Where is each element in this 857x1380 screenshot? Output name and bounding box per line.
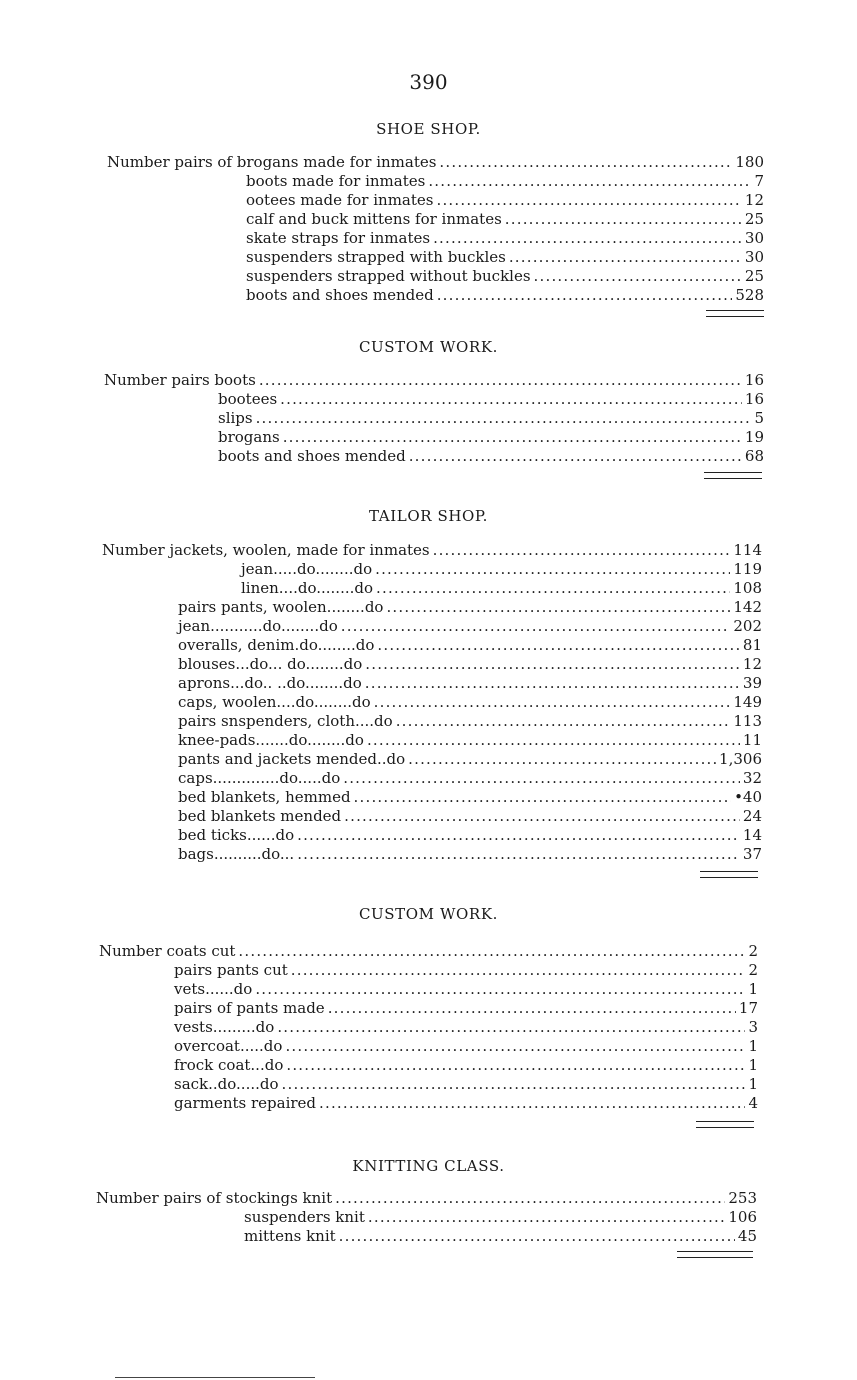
row-label: overalls, denim.do........do bbox=[178, 636, 375, 654]
leader-dots bbox=[375, 560, 730, 579]
list-item bbox=[178, 731, 762, 750]
leader-dots bbox=[341, 617, 731, 636]
list-item bbox=[104, 371, 764, 390]
leader-dots bbox=[365, 655, 740, 674]
row-label: jean...........do........do bbox=[178, 617, 338, 635]
leader-dots bbox=[408, 750, 716, 769]
row-label: slips bbox=[218, 409, 253, 427]
row-label: bootees bbox=[218, 390, 278, 408]
list-item bbox=[174, 1056, 758, 1075]
row-value: 37 bbox=[742, 845, 762, 863]
section-title: CUSTOM WORK. bbox=[358, 338, 498, 356]
row-label: frock coat...do bbox=[174, 1056, 284, 1074]
leader-dots bbox=[428, 172, 751, 191]
leader-dots bbox=[285, 1037, 745, 1056]
leader-dots bbox=[534, 267, 742, 286]
list-item bbox=[178, 769, 762, 788]
section-title: SHOE SHOP. bbox=[376, 120, 481, 138]
row-value: 81 bbox=[742, 636, 762, 654]
total-rule bbox=[700, 871, 758, 878]
list-item bbox=[174, 1037, 758, 1056]
row-value: 528 bbox=[735, 286, 764, 304]
row-label: sack..do.....do bbox=[174, 1075, 279, 1093]
leader-dots bbox=[343, 769, 740, 788]
leader-dots bbox=[259, 371, 742, 390]
row-label: boots bbox=[214, 371, 256, 389]
list-item bbox=[174, 999, 758, 1018]
row-value: 2 bbox=[748, 961, 758, 979]
leader-dots bbox=[291, 961, 746, 980]
leader-dots bbox=[376, 579, 730, 598]
list-item bbox=[178, 807, 762, 826]
row-value: 30 bbox=[744, 229, 764, 247]
leader-dots bbox=[386, 598, 730, 617]
row-label: pairs pants cut bbox=[174, 961, 288, 979]
row-value: •40 bbox=[734, 788, 762, 806]
row-value: 16 bbox=[744, 390, 764, 408]
row-value: 11 bbox=[742, 731, 762, 749]
leader-dots bbox=[282, 1075, 746, 1094]
list-item bbox=[244, 1208, 757, 1227]
list-item bbox=[99, 942, 758, 961]
row-value: 25 bbox=[744, 267, 764, 285]
row-value: 114 bbox=[733, 541, 762, 559]
list-item bbox=[174, 1075, 758, 1094]
list-item bbox=[218, 409, 764, 428]
row-value: 202 bbox=[733, 617, 762, 635]
list-item bbox=[174, 961, 758, 980]
leader-dots bbox=[509, 248, 742, 267]
row-label: brogans made for inmates bbox=[236, 153, 437, 171]
row-label: boots made for inmates bbox=[246, 172, 426, 190]
list-item bbox=[178, 674, 762, 693]
list-item bbox=[218, 447, 764, 466]
list-item bbox=[174, 1018, 758, 1037]
list-item bbox=[174, 1094, 758, 1113]
row-value: 180 bbox=[735, 153, 764, 171]
row-value: 16 bbox=[744, 371, 764, 389]
total-rule bbox=[704, 472, 762, 479]
list-item bbox=[246, 248, 764, 267]
row-value: 19 bbox=[744, 428, 764, 446]
row-label: boots and shoes mended bbox=[218, 447, 406, 465]
leader-dots bbox=[255, 980, 745, 999]
leader-dots bbox=[319, 1094, 745, 1113]
row-value: 106 bbox=[728, 1208, 757, 1226]
row-label: bags..........do... bbox=[178, 845, 295, 863]
list-item bbox=[178, 788, 762, 807]
leader-dots bbox=[277, 1018, 745, 1037]
row-label: pants and jackets mended..do bbox=[178, 750, 406, 768]
list-item bbox=[246, 172, 764, 191]
leader-dots bbox=[339, 1227, 735, 1246]
list-item bbox=[107, 153, 764, 172]
list-item bbox=[178, 845, 762, 864]
row-value: 12 bbox=[744, 191, 764, 209]
row-label: coats cut bbox=[166, 942, 236, 960]
total-rule bbox=[706, 310, 764, 317]
row-lead: Number bbox=[99, 942, 162, 960]
list-item bbox=[178, 617, 762, 636]
row-value: 142 bbox=[733, 598, 762, 616]
row-label: pairs of pants made bbox=[174, 999, 325, 1017]
row-label: mittens knit bbox=[244, 1227, 336, 1245]
list-item bbox=[178, 712, 762, 731]
row-value: 4 bbox=[748, 1094, 758, 1112]
row-label: ootees made for inmates bbox=[246, 191, 434, 209]
section-title: KNITTING CLASS. bbox=[352, 1157, 505, 1175]
row-label: garments repaired bbox=[174, 1094, 317, 1112]
list-item bbox=[246, 229, 764, 248]
leader-dots bbox=[409, 447, 742, 466]
section-title: CUSTOM WORK. bbox=[358, 905, 498, 923]
row-label: jackets, woolen, made for inmates bbox=[169, 541, 430, 559]
row-label: suspenders knit bbox=[244, 1208, 365, 1226]
leader-dots bbox=[433, 541, 731, 560]
list-item bbox=[246, 267, 764, 286]
row-value: 119 bbox=[733, 560, 762, 578]
list-item bbox=[178, 750, 762, 769]
row-value: 2 bbox=[748, 942, 758, 960]
row-value: 1 bbox=[748, 1037, 758, 1055]
list-item bbox=[241, 560, 762, 579]
row-value: 1,306 bbox=[719, 750, 762, 768]
row-value: 1 bbox=[748, 980, 758, 998]
row-value: 39 bbox=[742, 674, 762, 692]
row-value: 5 bbox=[754, 409, 764, 427]
leader-dots bbox=[280, 390, 742, 409]
row-label: jean.....do........do bbox=[241, 560, 373, 578]
list-item bbox=[178, 636, 762, 655]
row-value: 7 bbox=[754, 172, 764, 190]
list-item bbox=[246, 210, 764, 229]
list-item bbox=[246, 286, 764, 305]
row-value: 113 bbox=[733, 712, 762, 730]
list-item bbox=[102, 541, 762, 560]
section-title: TAILOR SHOP. bbox=[369, 507, 488, 525]
row-value: 32 bbox=[742, 769, 762, 787]
row-lead: Number pairs bbox=[104, 371, 210, 389]
leader-dots bbox=[344, 807, 740, 826]
row-lead: Number pairs of bbox=[96, 1189, 221, 1207]
row-label: pairs snspenders, cloth....do bbox=[178, 712, 393, 730]
list-item bbox=[218, 390, 764, 409]
row-label: vets......do bbox=[174, 980, 253, 998]
row-value: 1 bbox=[748, 1056, 758, 1074]
list-item bbox=[174, 980, 758, 999]
row-value: 45 bbox=[737, 1227, 757, 1245]
row-label: vests.........do bbox=[174, 1018, 275, 1036]
row-value: 149 bbox=[733, 693, 762, 711]
row-label: linen....do........do bbox=[241, 579, 374, 597]
list-item bbox=[178, 655, 762, 674]
leader-dots bbox=[368, 1208, 725, 1227]
leader-dots bbox=[437, 286, 733, 305]
leader-dots bbox=[238, 942, 745, 961]
leader-dots bbox=[433, 229, 742, 248]
row-value: 68 bbox=[744, 447, 764, 465]
row-value: 12 bbox=[742, 655, 762, 673]
row-label: bed ticks......do bbox=[178, 826, 295, 844]
footer-rule bbox=[115, 1377, 315, 1378]
leader-dots bbox=[374, 693, 731, 712]
row-label: suspenders strapped with buckles bbox=[246, 248, 506, 266]
leader-dots bbox=[377, 636, 740, 655]
row-label: boots and shoes mended bbox=[246, 286, 434, 304]
row-label: caps..............do.....do bbox=[178, 769, 341, 787]
row-value: 30 bbox=[744, 248, 764, 266]
row-label: bed blankets mended bbox=[178, 807, 342, 825]
leader-dots bbox=[286, 1056, 745, 1075]
leader-dots bbox=[283, 428, 742, 447]
row-label: calf and buck mittens for inmates bbox=[246, 210, 502, 228]
leader-dots bbox=[505, 210, 742, 229]
leader-dots bbox=[439, 153, 732, 172]
list-item bbox=[178, 598, 762, 617]
row-value: 17 bbox=[738, 999, 758, 1017]
page-number: 390 bbox=[409, 70, 448, 94]
row-value: 108 bbox=[733, 579, 762, 597]
leader-dots bbox=[297, 845, 740, 864]
list-item bbox=[241, 579, 762, 598]
row-value: 3 bbox=[748, 1018, 758, 1036]
leader-dots bbox=[367, 731, 740, 750]
leader-dots bbox=[396, 712, 731, 731]
leader-dots bbox=[335, 1189, 725, 1208]
leader-dots bbox=[365, 674, 740, 693]
row-label: bed blankets, hemmed bbox=[178, 788, 351, 806]
row-label: caps, woolen....do........do bbox=[178, 693, 371, 711]
leader-dots bbox=[256, 409, 752, 428]
row-label: skate straps for inmates bbox=[246, 229, 431, 247]
list-item bbox=[96, 1189, 757, 1208]
list-item bbox=[244, 1227, 757, 1246]
row-value: 1 bbox=[748, 1075, 758, 1093]
row-lead: Number bbox=[102, 541, 165, 559]
row-lead: Number pairs of bbox=[107, 153, 232, 171]
row-label: brogans bbox=[218, 428, 280, 446]
total-rule bbox=[696, 1121, 754, 1128]
row-label: blouses...do... do........do bbox=[178, 655, 363, 673]
leader-dots bbox=[328, 999, 736, 1018]
row-value: 253 bbox=[728, 1189, 757, 1207]
leader-dots bbox=[354, 788, 732, 807]
row-label: stockings knit bbox=[225, 1189, 333, 1207]
list-item bbox=[178, 826, 762, 845]
list-item bbox=[178, 693, 762, 712]
row-label: pairs pants, woolen........do bbox=[178, 598, 384, 616]
leader-dots bbox=[436, 191, 741, 210]
row-label: overcoat.....do bbox=[174, 1037, 283, 1055]
row-value: 24 bbox=[742, 807, 762, 825]
row-label: suspenders strapped without buckles bbox=[246, 267, 531, 285]
row-value: 25 bbox=[744, 210, 764, 228]
total-rule bbox=[677, 1251, 753, 1258]
row-value: 14 bbox=[742, 826, 762, 844]
row-label: knee-pads.......do........do bbox=[178, 731, 364, 749]
row-label: aprons...do.. ..do........do bbox=[178, 674, 362, 692]
leader-dots bbox=[297, 826, 740, 845]
list-item bbox=[246, 191, 764, 210]
list-item bbox=[218, 428, 764, 447]
